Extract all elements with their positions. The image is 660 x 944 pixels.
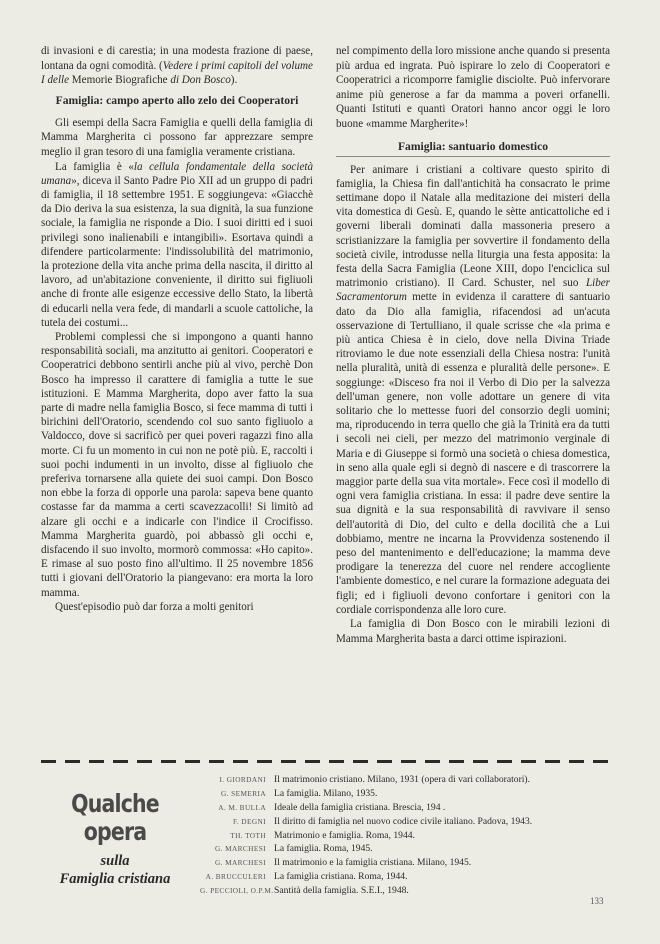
bibliography-item	[200, 871, 620, 885]
bibliography-item	[200, 843, 620, 857]
bibliography-item	[200, 788, 620, 802]
bibliography-item	[200, 774, 620, 788]
paragraph: La famiglia di Don Bosco con le mirabili lezioni di Mamma Margherita basta a darci ottime ispirazioni.	[336, 618, 610, 645]
bibliography-item	[200, 816, 620, 830]
author: A. M. BULLA	[218, 802, 266, 812]
work-title: Santità della famiglia. S.E.I., 1948.	[274, 885, 409, 897]
reading-box-title-topic: Famiglia cristiana	[59, 871, 171, 887]
paragraph: Quest'episodio può dar forza a molti genitori	[55, 600, 254, 613]
left-column	[41, 44, 313, 614]
author: G. PECCIOLI, O.P.M.	[200, 886, 274, 896]
bibliography-item	[200, 802, 620, 816]
work-title: Ideale della famiglia cristiana. Brescia, 194 .	[274, 801, 446, 813]
author: I. GIORDANI	[219, 775, 266, 784]
author: TH. TOTH	[230, 830, 266, 840]
author: G. MARCHESI	[214, 858, 266, 868]
reading-box-title-main: Qualche opera	[71, 789, 159, 846]
page-number: 133	[590, 896, 604, 906]
paragraph: La famiglia è «la cellula fondamentale della società umana», diceva il Santo Padre Pio XII ad un gruppo di padri di famiglia, il 18 settembre 1951. E soggiungeva: «Giacchè da Dio deriva la sua esistenza, la sua dignità, la sua funzione sociale, la famiglia ne risponde a Dio. I suoi diritti ed i suoi privilegi sono inalienabili e intangibili». Esortava quindi a difendere particolarmente: l'indissolubilità del matrimonio, la protezione della vita anche prima della nascita, il diritto al lavoro, ad un'abitazione conveniente, il diritto sui figliuoli anche di fronte alle esigenze eccessive dello Stato, la libertà di educarli nella vera fede, di mandarli a scuole cattoliche, la tutela dei costumi...	[41, 160, 313, 329]
paragraph: Gli esempi della Sacra Famiglia e quelli della famiglia di Mamma Margherita ci possono far apprezzare sempre meglio il gran tesoro di una famiglia veramente cristiana.	[41, 116, 313, 158]
work-title: Il matrimonio cristiano. Milano, 1931 (opera di vari collaboratori).	[274, 774, 531, 785]
bibliography-item	[200, 830, 620, 844]
author: G. MARCHESI	[214, 844, 266, 854]
work-title: La famiglia. Roma, 1945.	[274, 843, 373, 855]
reading-box-title	[40, 790, 190, 888]
section-heading: Famiglia: santuario domestico	[336, 140, 610, 157]
author: G. SEMERIA	[221, 788, 266, 798]
bibliography-item	[200, 857, 620, 871]
work-title: Matrimonio e famiglia. Roma, 1944.	[274, 829, 415, 841]
paragraph: nel compimento della loro missione anche quando si presenta più ardua ed ingrata. Può ispirare lo zelo di Cooperatori e Cooperatrici a ricomporre famiglie disciolte. Può infervorare anime più generose a far da mamma a poveri orfanelli. Quanti Istituti e quanti Oratori hanno ancor oggi le loro buone «mamme Margherite»!	[336, 45, 610, 130]
paragraph: di invasioni e di carestia; in una modesta frazione di paese, lontana da ogni comodità. (Vedere i primi capitoli del volume I delle Memorie Biografiche di Don Bosco).	[41, 45, 313, 87]
paragraph: Per animare i cristiani a coltivare questo spirito di famiglia, la Chiesa fin dall'antichità ha consacrato le prime settimane dopo il Natale alla meditazione dei misteri della vita domestica di Gesù. E, quando le sètte anticattoliche ed i governi liberali dominati dalla massoneria presero a scristianizzare la famiglia per sovvertire il fondamento della società civile, introdusse nella liturgia una festa apposita: la festa della Sacra Famiglia (Leone XIII, dopo l'enciclica sul matrimonio cristiano). Il Card. Schuster, nel suo Liber Sacramentorum mette in evidenza il carattere di santuario dato da Dio alla famiglia, rifacendosi ad un'acuta osservazione di Tertulliano, il quale scrisse che «la prima e più antica Chiesa è in cielo, dove nella Divina Triade ritroviamo le due note essenziali della Chiesa nostra: l'unità nella pluralità, unità di essenza e pluralità delle persone». E soggiunge: «Disceso fra noi il Verbo di Dio per la salvezza dell'uman genere, non volle adottare un genere di vita solitario che lo mettesse fuori del consorzio degli uomini; ma, riproducendo in terra quello che già la Trinità era da tutti i secoli nei cieli, per mezzo del matrimonio verginale di Maria e di Giuseppe si formò una società o chiesa domestica, in seno alla quale egli si degnò di nascere e di trascorrere la maggior parte della sua vita mortale». Fece così il modello di ogni vera famiglia cristiana. In essa: il padre deve sentire la sua dignità e la sua responsabilità di ravvivare il senso dell'autorità di Dio, del culto e della docilità che a Lui dobbiamo, mentre ne incarna la Provvidenza sostenendo il peso del mantenimento e dell'educazione; la mamma deve prodigare la tenerezza del cuore nel rendere accogliente l'ambiente domestico, e nel curare la formazione adeguata dei figli; ed i figliuoli devono confortare i genitori con la cordiale corrispondenza alle loro cure.	[336, 163, 610, 616]
dashed-divider	[41, 760, 610, 763]
right-column	[336, 44, 610, 646]
bibliography-item	[200, 885, 620, 899]
author: A. BRUCCULERI	[205, 872, 266, 882]
work-title: Il matrimonio e la famiglia cristiana. Milano, 1945.	[274, 857, 472, 869]
reading-box-title-sub: sulla	[100, 853, 130, 869]
work-title: La famiglia. Milano, 1935.	[274, 787, 378, 799]
work-title: La famiglia cristiana. Roma, 1944.	[274, 871, 408, 883]
section-heading: Famiglia: campo aperto allo zelo dei Cooperatori	[55, 93, 299, 107]
author: F. DEGNI	[232, 816, 266, 826]
work-title: Il diritto di famiglia nel nuovo codice civile italiano. Padova, 1943.	[274, 815, 533, 827]
bibliography-list	[200, 774, 620, 899]
paragraph: Problemi complessi che si impongono a quanti hanno responsabilità sociali, ma anzitutto ai genitori. Cooperatori e Cooperatrici debbono sentirli anche più al vivo, perchè Don Bosco ha impresso il carattere di famiglia a tutte le sue istituzioni. E Mamma Margherita, dopo aver fatto la sua parte di madre nella famiglia Bosco, si fece mamma di tutti i birichini dell'Oratorio, scendendo col suo santo figliuolo a Valdocco, dove si sacrificò per quei poveri ragazzi fino alla morte. Ci fu un momento in cui non ne potè più. E, raccolti i suoi pochi indumenti in un involto, disse al figliuolo che preferiva tornarsene alla quiete dei suoi campi. Don Bosco non ebbe la forza di opporle una parola: sapeva bene quanto costasse far da mamma a certi scavezzacolli! Si limitò ad alzare gli occhi e a indicarle con l'indice il Crocifisso. Mamma Margherita guardò, poi abbassò gli occhi e, disfacendo il suo involto, mormorò commossa: «Ho capito». E rimase al suo posto fino all'ultimo. Il 25 novembre 1856 tutti i giovani dell'Oratorio la piangevano: era morta la loro mamma.	[41, 331, 313, 599]
